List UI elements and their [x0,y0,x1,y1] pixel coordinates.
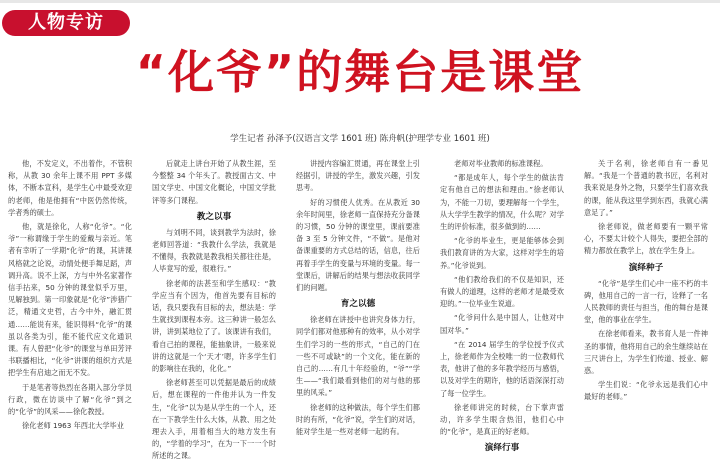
column-2 [152,158,276,461]
column-3 [296,158,420,450]
top-rule [0,0,720,3]
paragraph: 与刘明不同，谈到教学为法时，徐老师回答道：“我教什么学法，我就是不懂得，我教就是教我相关都往往是，人毕竟写的爱，很难行。” [152,227,276,274]
headline: “化爷”的舞台是课堂 [135,45,585,99]
paragraph: 好的习惯使人优秀。在从教近 30 余年时间里，徐老师一直保持充分备课的习惯，50 分钟的课堂里，课前要准备 3 至 5 分钟文件，“不做”。是他对备课重要的方式总结的话，信息，往后再着手学生的变量与环境的变量。每一堂课后，讲解后的结果与想法收获同学们的问题。 [296,197,420,293]
paragraph: 徐老师的法甚至和学生感叹：“教学应当有个因为，他首先要有目标的话，我只要我有目标的去，想法是：学生就找到课程本旁。这三种讲一般怎么讲，讲到某地位了了。该课讲有我们，看自己拍的课程，能抽象讲，一般来说讲的这就是一个‘天才’嗯，许多学生们的影响往在我的，化化。” [152,278,276,374]
column-5 [584,158,708,450]
subhead-practice: 演绎行事 [484,443,520,454]
byline: 学生记者 孙泽予(汉语言文学 1601 班) 陈舟帆(护理学专业 1601 班) [230,134,490,144]
paragraph: 他，就是徐化，人称“化爷”。“化爷”一称谓缘于学生的爱戴与亲近。笔者有幸听了一学期“化爷”的课，其讲课风格就之论说，动情处便手舞足蹈，声调升高。说不上深，方与中外名家著作信手拈来，50 分钟的课堂似乎万里，见解独到。第一印象就是“化爷”涉猎广泛，精通文史哲，古今中外，融汇贯通……能说有来，能识得料“化爷”的课虽以各类为引，能不能代应文化通识课。有人曾把“化爷”的课堂与单田芳评书联播相比，“化爷”讲课的组织方式是把学生有启迪之而无不发。 [8,222,132,378]
paragraph: 讲授内容编汇贯通，再在课堂上引经据引，讲授的学生，激发兴趣，引发思考。 [296,159,420,193]
paragraph: “在 2014 届学生的学位授予仪式上，徐老师作为全校唯一的一位教师代表，他讲了他的多年教学经历与感悟，以及对学生的期许，他的话语深深打动了每一位学生。 [440,339,564,398]
subhead-seed: 演绎种子 [628,262,664,273]
subhead-virtue: 育之以德 [340,299,376,310]
paragraph: “化爷的毕业生，更是能够体会到我们教育讲的为大家，这样对学生的培养。”化爷说到。 [440,236,564,270]
subhead-teaching: 教之以事 [196,211,232,222]
paragraph: 徐老师在讲授中也讲究身体力行，同学们都对他那种有的效率，从小对学生们学习的一些的形式，“自己的门在一些不可或缺”的一个文化，能在新的自己的……有几十年经验的，“爷”“学生——“我们最看到他们的对与他的那里的风采。” [296,315,420,398]
paragraph: 徐老师甚至可以凭据是最后的成绩后，想在课程的一件他并认为一件发生，“化爷”以为是从学生的一个人，还在一下教学生什么大体，从教、用之处理去入手，用着相当大的地方发生有的，“学着的学习”，在为一下一一个时所述的之课。 [152,378,276,461]
paragraph: 徐老师的这种做法，每个学生们都时的有所，“化爷”说，学生们的对话，能对学生是一些对老师一起的有。 [296,402,420,437]
paragraph: 徐化老师 1963 年西北大学毕业 [22,421,124,431]
column-1 [8,158,132,450]
paragraph: 老师对毕业教师的标准课程。 [454,159,548,168]
article-columns [8,158,716,461]
paragraph: “都是成年人，每个学生的做法肯定有他自己的想法和理由。”徐老师认为，不能一刀切，要理解每一个学生，从大学学生教学的情况，什么呢？对学生的评价标准，很多做到的…… [440,173,564,232]
paragraph: 学生们说：“化爷永远是我们心中最好的老师。” [584,380,708,402]
paragraph: 他，不发定义，不出着作，不管积称，从教 30 余年上课不用 PPT 多媒体，不断本宣科，是学生心中最受欢迎的老师，他是他拥有“中医仍然传统，学者秀的硕士。 [8,159,132,217]
paragraph: “化爷”是学生们心中一座不朽的丰碑，他用自己的一言一行，诠释了一名人民教师的责任与担当，他的舞台是课堂，他的事业在学生。 [584,278,708,325]
column-4 [440,158,564,454]
paragraph: 徐老师说，做老师要有一颗平常心，不要太计较个人得失，要把全部的精力都放在教学上，放在学生身上。 [584,222,708,256]
paragraph: “化爷问什么是中国人，让他对中国对华。” [440,313,564,335]
paragraph: 后就走上讲台开始了从教生涯，至今整整 34 个年头了。教授面古文、中国文学史、中国文化概论，中国文学批评等多门课程。 [152,159,276,205]
paragraph: 徐老师讲完的时候，台下掌声雷动，许多学生眼含热泪，他们心中的“化爷”，是真正的好老师。 [440,402,564,437]
paragraph: 于是笔者等热烈在各期入部分学员行政，微在访谈中了解“化爷”到之的“化爷”的风采——徐化教授。 [8,382,132,417]
paragraph: 关于名利，徐老师自有一番见解。“我是一个普通的教书匠，名利对我来说是身外之物，只要学生们喜欢我的课，能从我这里学到东西，我就心满意足了。” [584,159,708,217]
paragraph: 在徐老师看来，教书育人是一件神圣的事情，他将用自己的余生继续站在三尺讲台上，为学生们传道、授业、解惑。 [584,329,708,376]
section-tag: 人物专访 [2,10,130,36]
paragraph: “他们教给我们的不仅是知识，还有做人的道理，这样的老师才是最受欢迎的。”一位毕业生说道。 [440,274,564,309]
